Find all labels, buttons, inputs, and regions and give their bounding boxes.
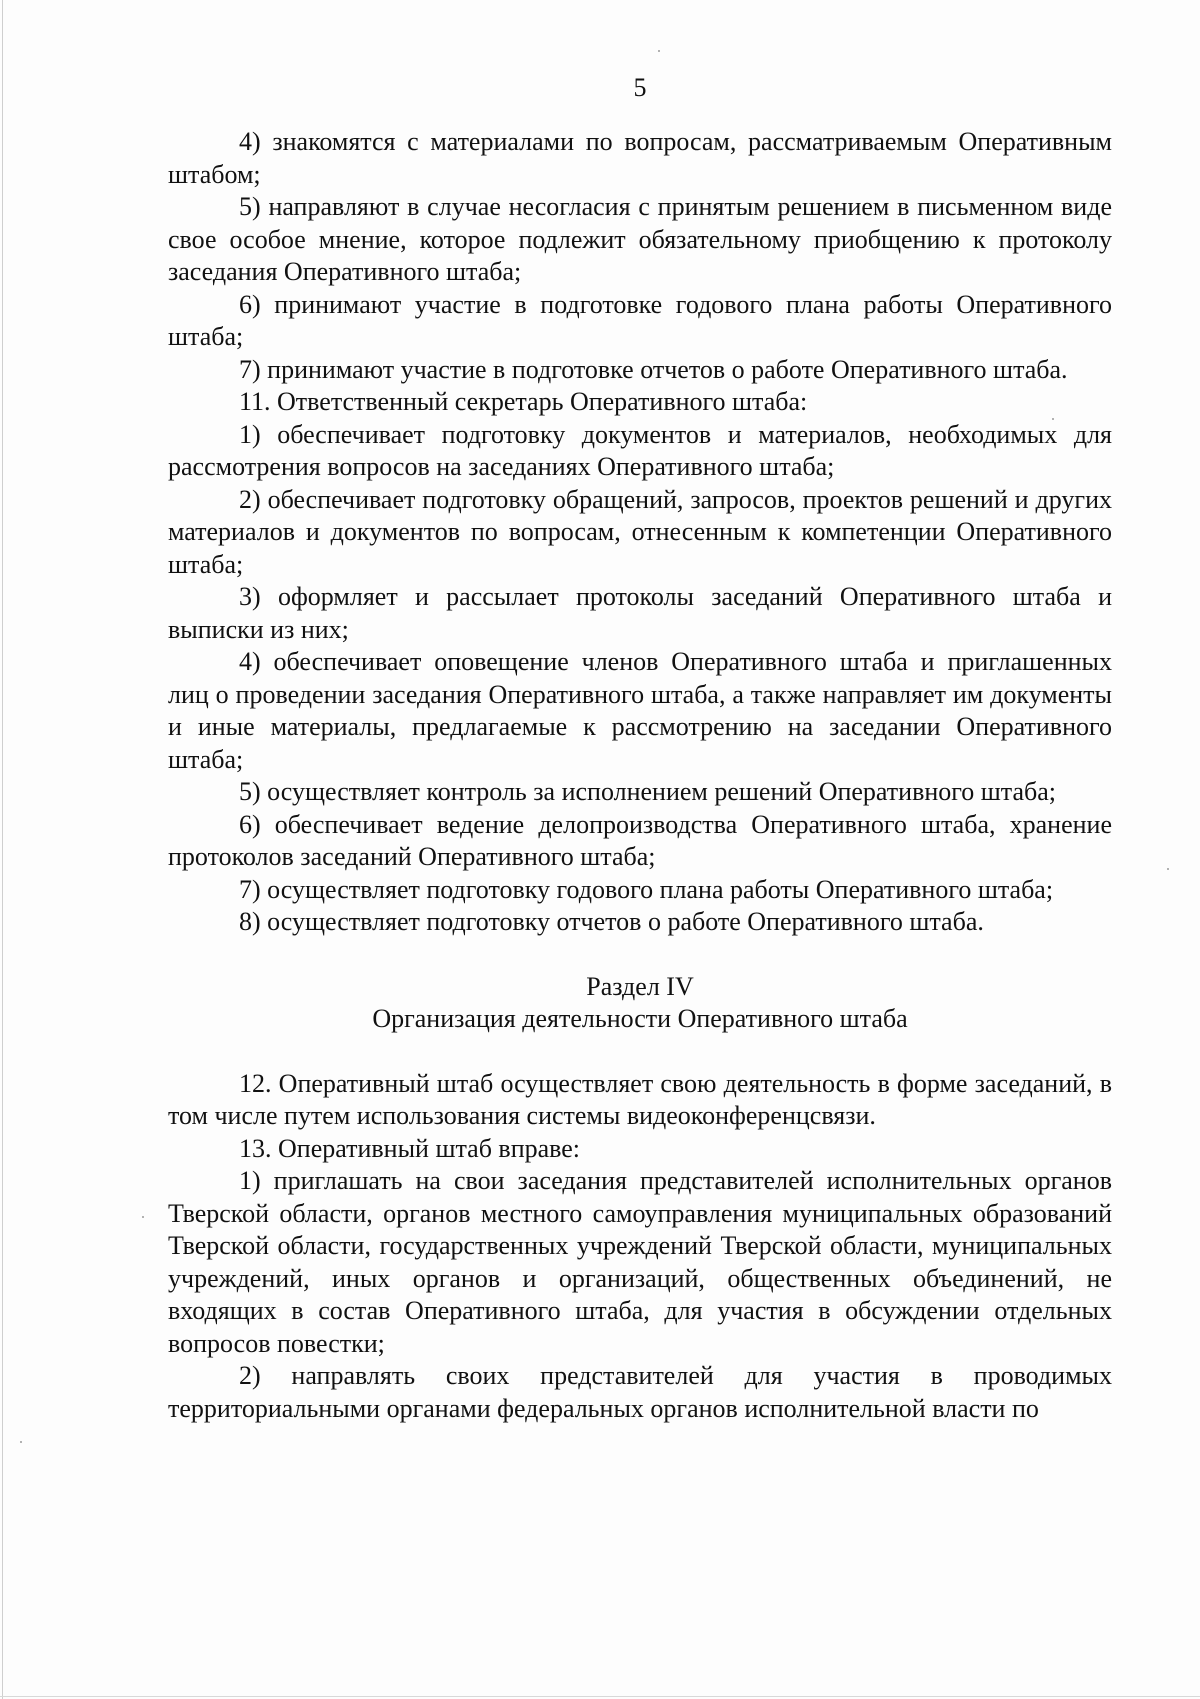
paragraph: 12. Оперативный штаб осуществляет свою деятельность в форме заседаний, в том числе путем использования системы видеоконференцсвязи.	[168, 1068, 1112, 1130]
paragraph: 11. Ответственный секретарь Оперативного штаба:	[239, 387, 808, 416]
scan-speck	[142, 1216, 144, 1218]
paragraph: 3) оформляет и рассылает протоколы заседаний Оперативного штаба и выписки из них;	[168, 582, 1112, 644]
section-number: Раздел IV	[586, 971, 694, 1001]
paragraph: 5) направляют в случае несогласия с принятым решением в письменном виде свое особое мнение, которое подлежит обязательному приобщению к протоколу заседания Оперативного штаба;	[168, 192, 1112, 286]
page-number: 5	[633, 73, 647, 102]
paragraph: 1) приглашать на свои заседания представителей исполнительных органов Тверской области, органов местного самоуправления муниципальных образований Тверской области, государственных учреждений Тверской области, муниципальных учреждений, иных органов и организаций, общественных объединений, не входящих в состав Оперативного штаба, для участия в обсуждении отдельных вопросов повестки;	[168, 1166, 1112, 1358]
paragraph: 6) принимают участие в подготовке годового плана работы Оперативного штаба;	[168, 289, 1112, 351]
paragraph: 4) знакомятся с материалами по вопросам, рассматриваемым Оперативным штабом;	[168, 127, 1112, 189]
section-title: Организация деятельности Оперативного штаба	[372, 1004, 908, 1033]
scan-edge	[2, 0, 3, 1699]
paragraph: 5) осуществляет контроль за исполнением решений Оперативного штаба;	[239, 777, 1057, 806]
paragraph: 13. Оперативный штаб вправе:	[239, 1133, 581, 1163]
paragraph: 6) обеспечивает ведение делопроизводства Оперативного штаба, хранение протоколов заседаний Оперативного штаба;	[168, 809, 1112, 871]
paragraph: 8) осуществляет подготовку отчетов о работе Оперативного штаба.	[239, 907, 984, 936]
paragraph: 4) обеспечивает оповещение членов Оперативного штаба и приглашенных лиц о проведении заседания Оперативного штаба, а также направляет им документы и иные материалы, предлагаемые к рассмотрению на заседании Оперативного штаба;	[168, 647, 1112, 774]
paragraph: 2) направлять своих представителей для участия в проводимых территориальными органами федеральных органов исполнительной власти по	[168, 1361, 1112, 1423]
paragraph: 1) обеспечивает подготовку документов и материалов, необходимых для рассмотрения вопросов на заседаниях Оперативного штаба;	[168, 419, 1112, 481]
scan-speck	[20, 1441, 22, 1443]
paragraph: 2) обеспечивает подготовку обращений, запросов, проектов решений и других материалов и документов по вопросам, отнесенным к компетенции Оперативного штаба;	[168, 484, 1112, 579]
paragraph: 7) осуществляет подготовку годового плана работы Оперативного штаба;	[239, 874, 1054, 904]
document-body	[168, 126, 1112, 1425]
scan-speck	[1167, 868, 1169, 870]
paragraph: 7) принимают участие в подготовке отчетов о работе Оперативного штаба.	[239, 354, 1068, 384]
scan-speck	[658, 50, 660, 52]
scan-edge	[0, 1696, 1200, 1697]
